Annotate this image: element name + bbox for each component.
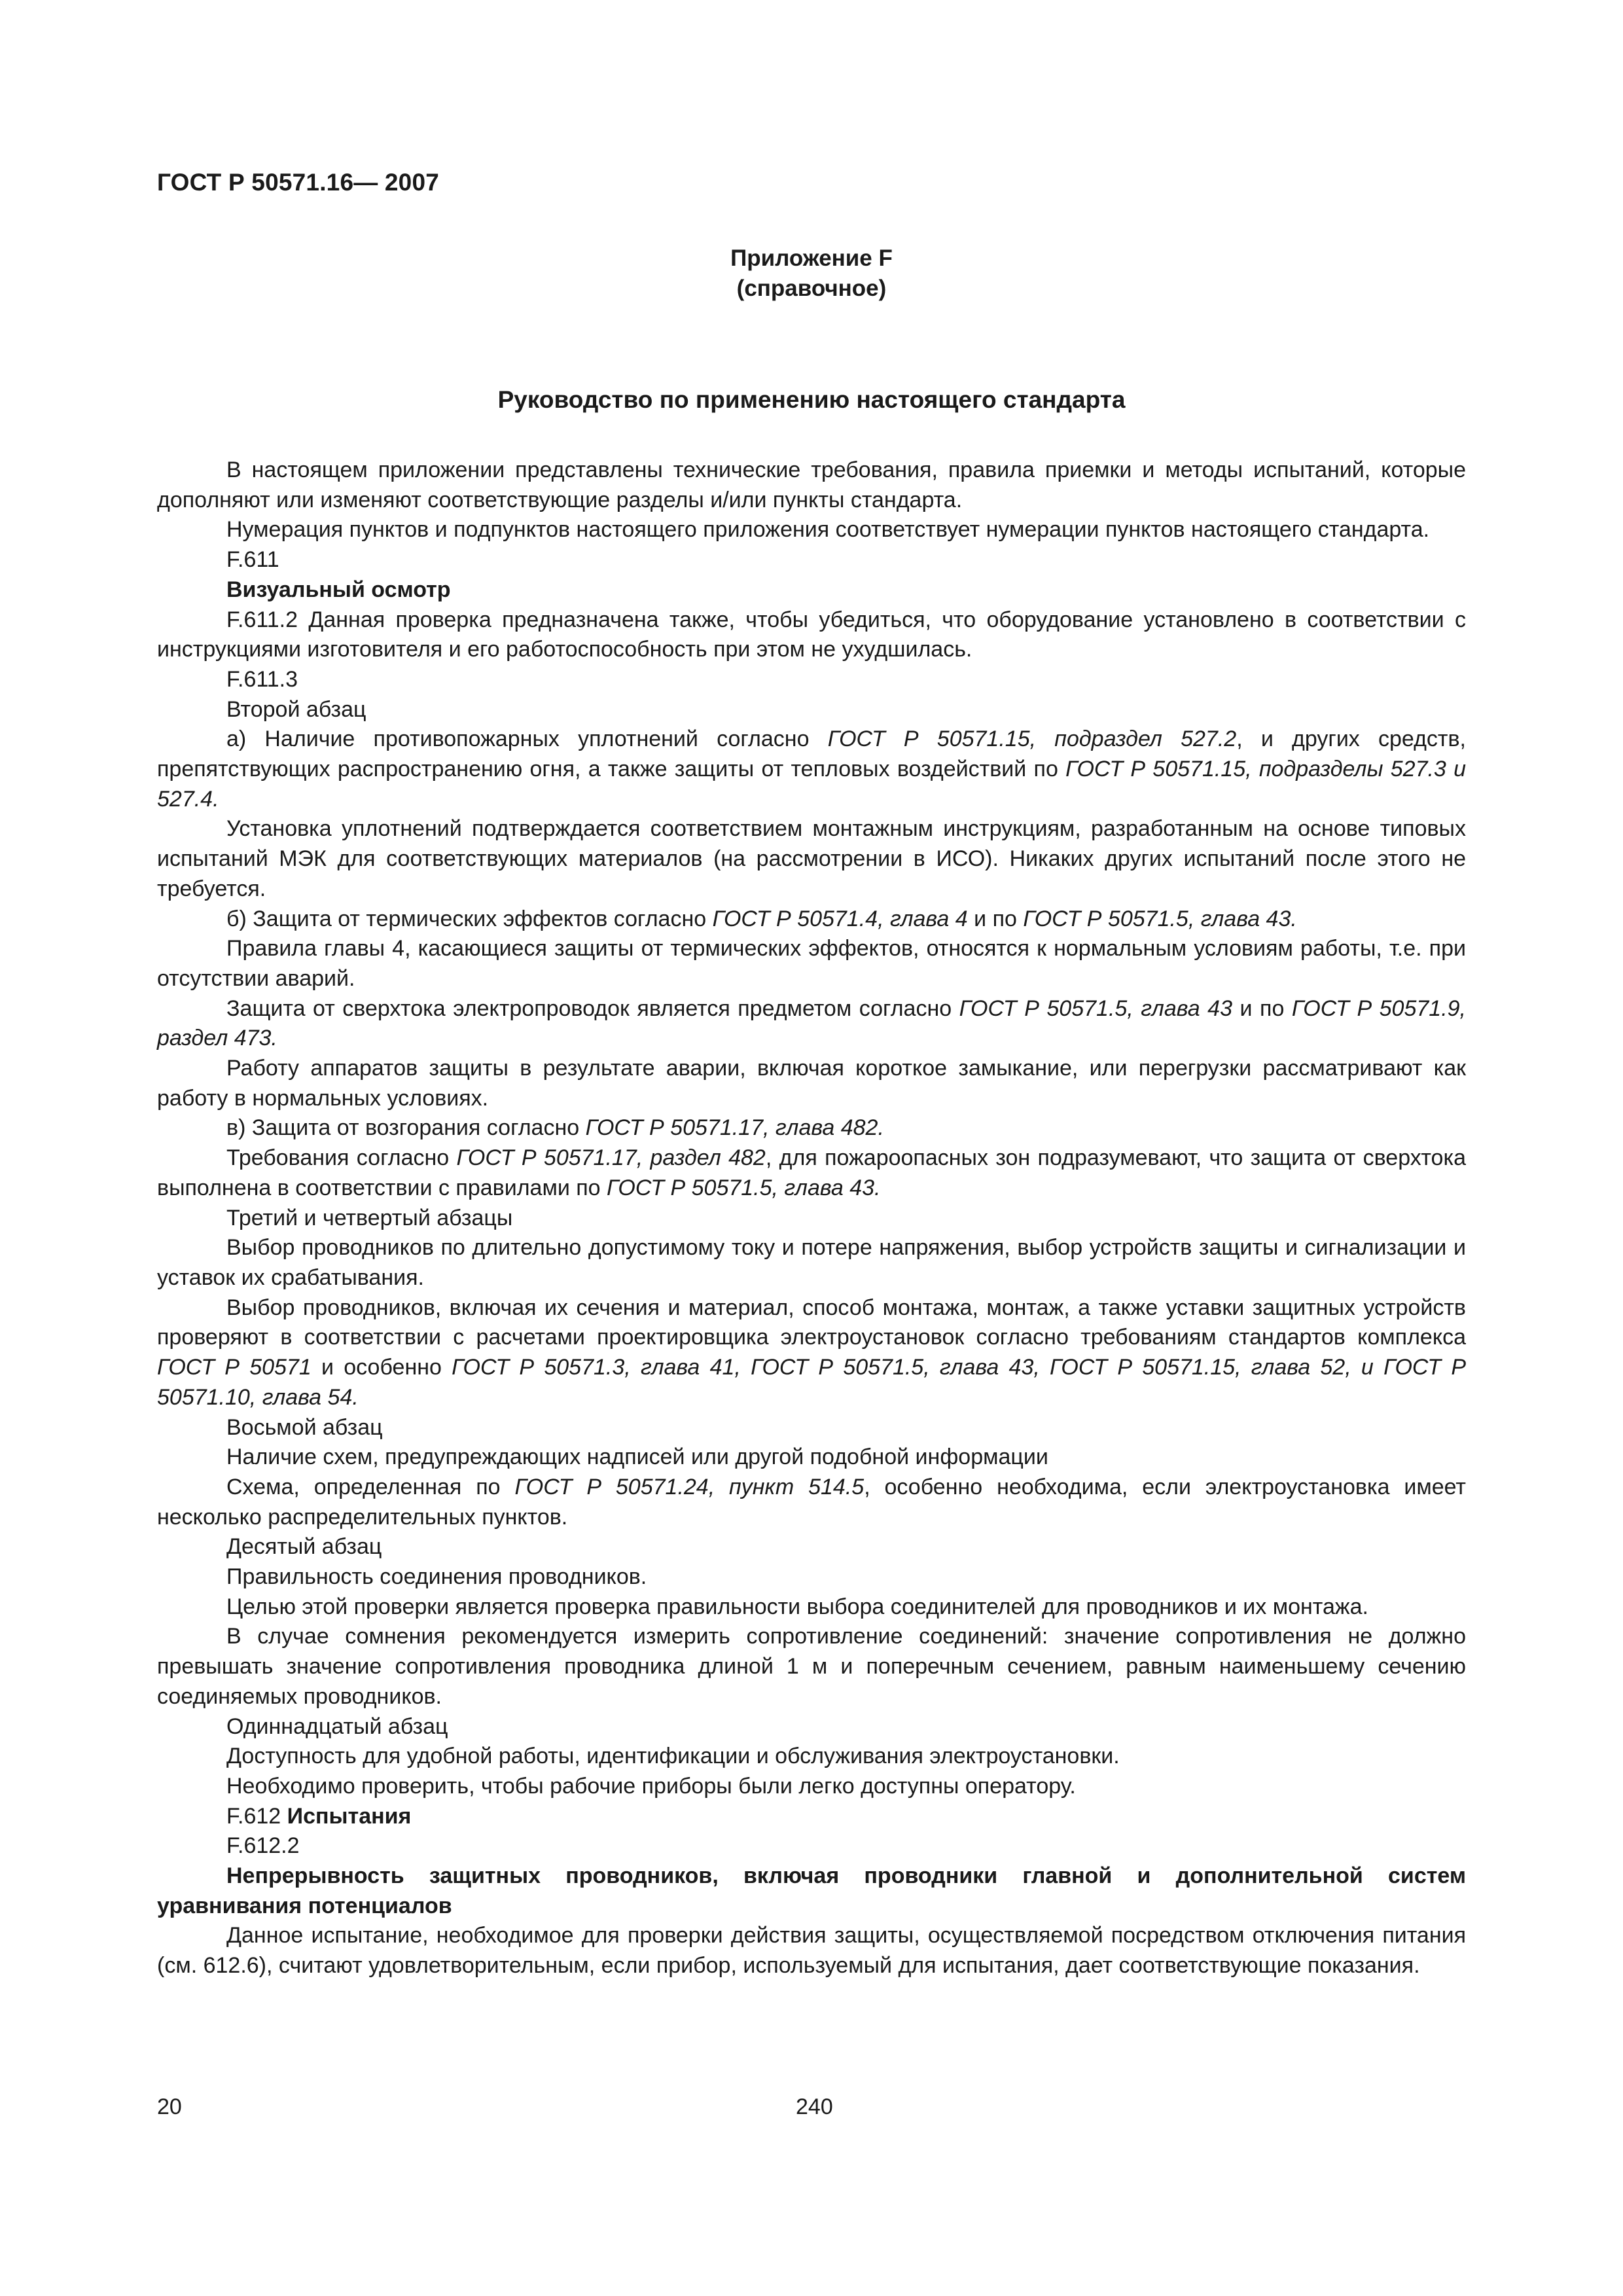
subheading: Третий и четвертый абзацы: [226, 1205, 513, 1230]
annex-label: Приложение F: [730, 245, 893, 271]
paragraph: [157, 994, 1466, 1054]
reference: ГОСТ Р 50571.17, глава 482.: [585, 1115, 884, 1141]
paragraph: В случае сомнения рекомендуется измерить сопротивление соединений: значение сопротивления не должно превышать значение сопротивления проводника длиной 1 м и поперечным сечением, равным наименьшему сечению соединяемых проводников.: [157, 1624, 1466, 1709]
reference: ГОСТ Р 50571.3, глава 41, ГОСТ Р 50571.5, глава 43, ГОСТ Р 50571.15, глава 52, и ГОСТ Р 50571.10, глава 54.: [157, 1355, 1467, 1410]
text-run: Требования согласно: [226, 1145, 457, 1171]
paragraph: Правила главы 4, касающиеся защиты от термических эффектов, относятся к нормальным условиям работы, т.е. при отсутствии аварий.: [157, 936, 1466, 991]
page-number-global: 240: [796, 2094, 833, 2119]
paragraph: В настоящем приложении представлены технические требования, правила приемки и методы испытаний, которые дополняют или изменяют соответствующие разделы и/или пункты стандарта.: [157, 457, 1466, 512]
reference: ГОСТ Р 50571.4, глава 4: [712, 906, 968, 931]
paragraph: Доступность для удобной работы, идентификации и обслуживания электроустановки.: [226, 1744, 1120, 1769]
text-run: б) Защита от термических эффектов согласно: [226, 906, 713, 931]
clause-title: Испытания: [287, 1803, 412, 1829]
clause-number: F.611: [226, 547, 279, 573]
paragraph: F.611.2 Данная проверка предназначена также, чтобы убедиться, что оборудование установлено в соответствии с инструкциями изготовителя и его работоспособность при этом не ухудшилась.: [157, 607, 1466, 662]
reference: ГОСТ Р 50571.9, раздел 473.: [157, 996, 1466, 1051]
paragraph: Выбор проводников по длительно допустимому току и потере напряжения, выбор устройств защиты и сигнализации и уставок их срабатывания.: [157, 1235, 1466, 1290]
text-run: , и других средств, препятствующих распространению огня, а также защиты от тепловых воздействий по: [157, 726, 1467, 782]
reference: ГОСТ Р 50571.17, раздел 482: [456, 1145, 766, 1171]
section-heading: Визуальный осмотр: [226, 577, 451, 602]
annex-type: (справочное): [736, 276, 887, 301]
text-run: и по: [967, 906, 1024, 931]
clause-number: F.612.2: [226, 1833, 300, 1859]
text-run: и особенно: [311, 1355, 452, 1380]
reference: ГОСТ Р 50571.5, глава 43: [959, 996, 1232, 1021]
page-number-local: 20: [157, 2094, 182, 2119]
reference: ГОСТ Р 50571.15, подраздел 527.2: [827, 726, 1237, 752]
paragraph: Наличие схем, предупреждающих надписей или другой подобной информации: [226, 1444, 1048, 1470]
paragraph: Работу аппаратов защиты в результате аварии, включая короткое замыкание, или перегрузки рассматривают как работу в нормальных условиях.: [157, 1056, 1466, 1111]
annex-heading: [0, 243, 1623, 304]
clause-number: F.611.3: [226, 666, 298, 692]
text-run: в) Защита от возгорания согласно: [226, 1115, 586, 1141]
paragraph: [157, 1293, 1466, 1413]
paragraph: Правильность соединения проводников.: [226, 1564, 647, 1590]
text-run: Схема, определенная по: [226, 1474, 515, 1499]
annex-title: Руководство по применению настоящего стандарта: [497, 386, 1126, 413]
clause-heading: [157, 1802, 1466, 1832]
document-code: ГОСТ Р 50571.16— 2007: [157, 169, 440, 196]
text-run: и по: [1232, 996, 1292, 1021]
text-run: Защита от сверхтока электропроводок является предметом согласно: [226, 996, 959, 1021]
reference: ГОСТ Р 50571.5, глава 43.: [607, 1175, 881, 1200]
paragraph: Необходимо проверить, чтобы рабочие приборы были легко доступны оператору.: [226, 1773, 1076, 1799]
clause-number: F.612: [226, 1803, 287, 1829]
reference: ГОСТ Р 50571.24, пункт 514.5: [514, 1474, 865, 1499]
document-body: [157, 456, 1466, 1981]
text-run: Выбор проводников, включая их сечения и материал, способ монтажа, монтаж, а также уставки защитных устройств проверяют в соответствии с расчетами проектировщика электроустановок согласно требованиям стандартов комплекса: [157, 1295, 1466, 1350]
reference: ГОСТ Р 50571.5, глава 43.: [1023, 906, 1297, 931]
paragraph: [157, 905, 1466, 935]
reference: ГОСТ Р 50571: [157, 1355, 312, 1380]
subheading: Десятый абзац: [226, 1534, 382, 1560]
paragraph: [157, 1143, 1466, 1203]
paragraph: Целью этой проверки является проверка правильности выбора соединителей для проводников и их монтажа.: [226, 1594, 1369, 1619]
paragraph: Нумерация пунктов и подпунктов настоящего приложения соответствует нумерации пунктов настоящего стандарта.: [226, 517, 1430, 543]
text-run: , для пожароопасных зон подразумевают, что защита от сверхтока выполнена в соответствии с правилами по: [157, 1145, 1466, 1200]
paragraph: Установка уплотнений подтверждается соответствием монтажным инструкциям, разработанным на основе типовых испытаний МЭК для соответствующих материалов (на рассмотрении в ИСО). Никаких других испытаний после этого не требуется.: [157, 816, 1466, 901]
paragraph: Данное испытание, необходимое для проверки действия защиты, осуществляемой посредством отключения питания (см. 612.6), считают удовлетворительным, если прибор, используемый для испытания, дает соответствующие показания.: [157, 1923, 1466, 1979]
paragraph: [157, 725, 1466, 814]
text-run: а) Наличие противопожарных уплотнений согласно: [226, 726, 828, 752]
reference: ГОСТ Р 50571.15, подразделы 527.3 и 527.4.: [157, 757, 1466, 812]
subheading: Восьмой абзац: [226, 1414, 383, 1440]
section-heading: Непрерывность защитных проводников, включая проводники главной и дополнительной систем уравнивания потенциалов: [157, 1863, 1466, 1918]
subheading: Второй абзац: [226, 696, 366, 722]
paragraph: [157, 1473, 1466, 1532]
paragraph: [157, 1113, 1466, 1143]
text-run: , особенно необходима, если электроустановка имеет несколько распределительных пунктов.: [157, 1474, 1466, 1530]
subheading: Одиннадцатый абзац: [226, 1713, 448, 1739]
